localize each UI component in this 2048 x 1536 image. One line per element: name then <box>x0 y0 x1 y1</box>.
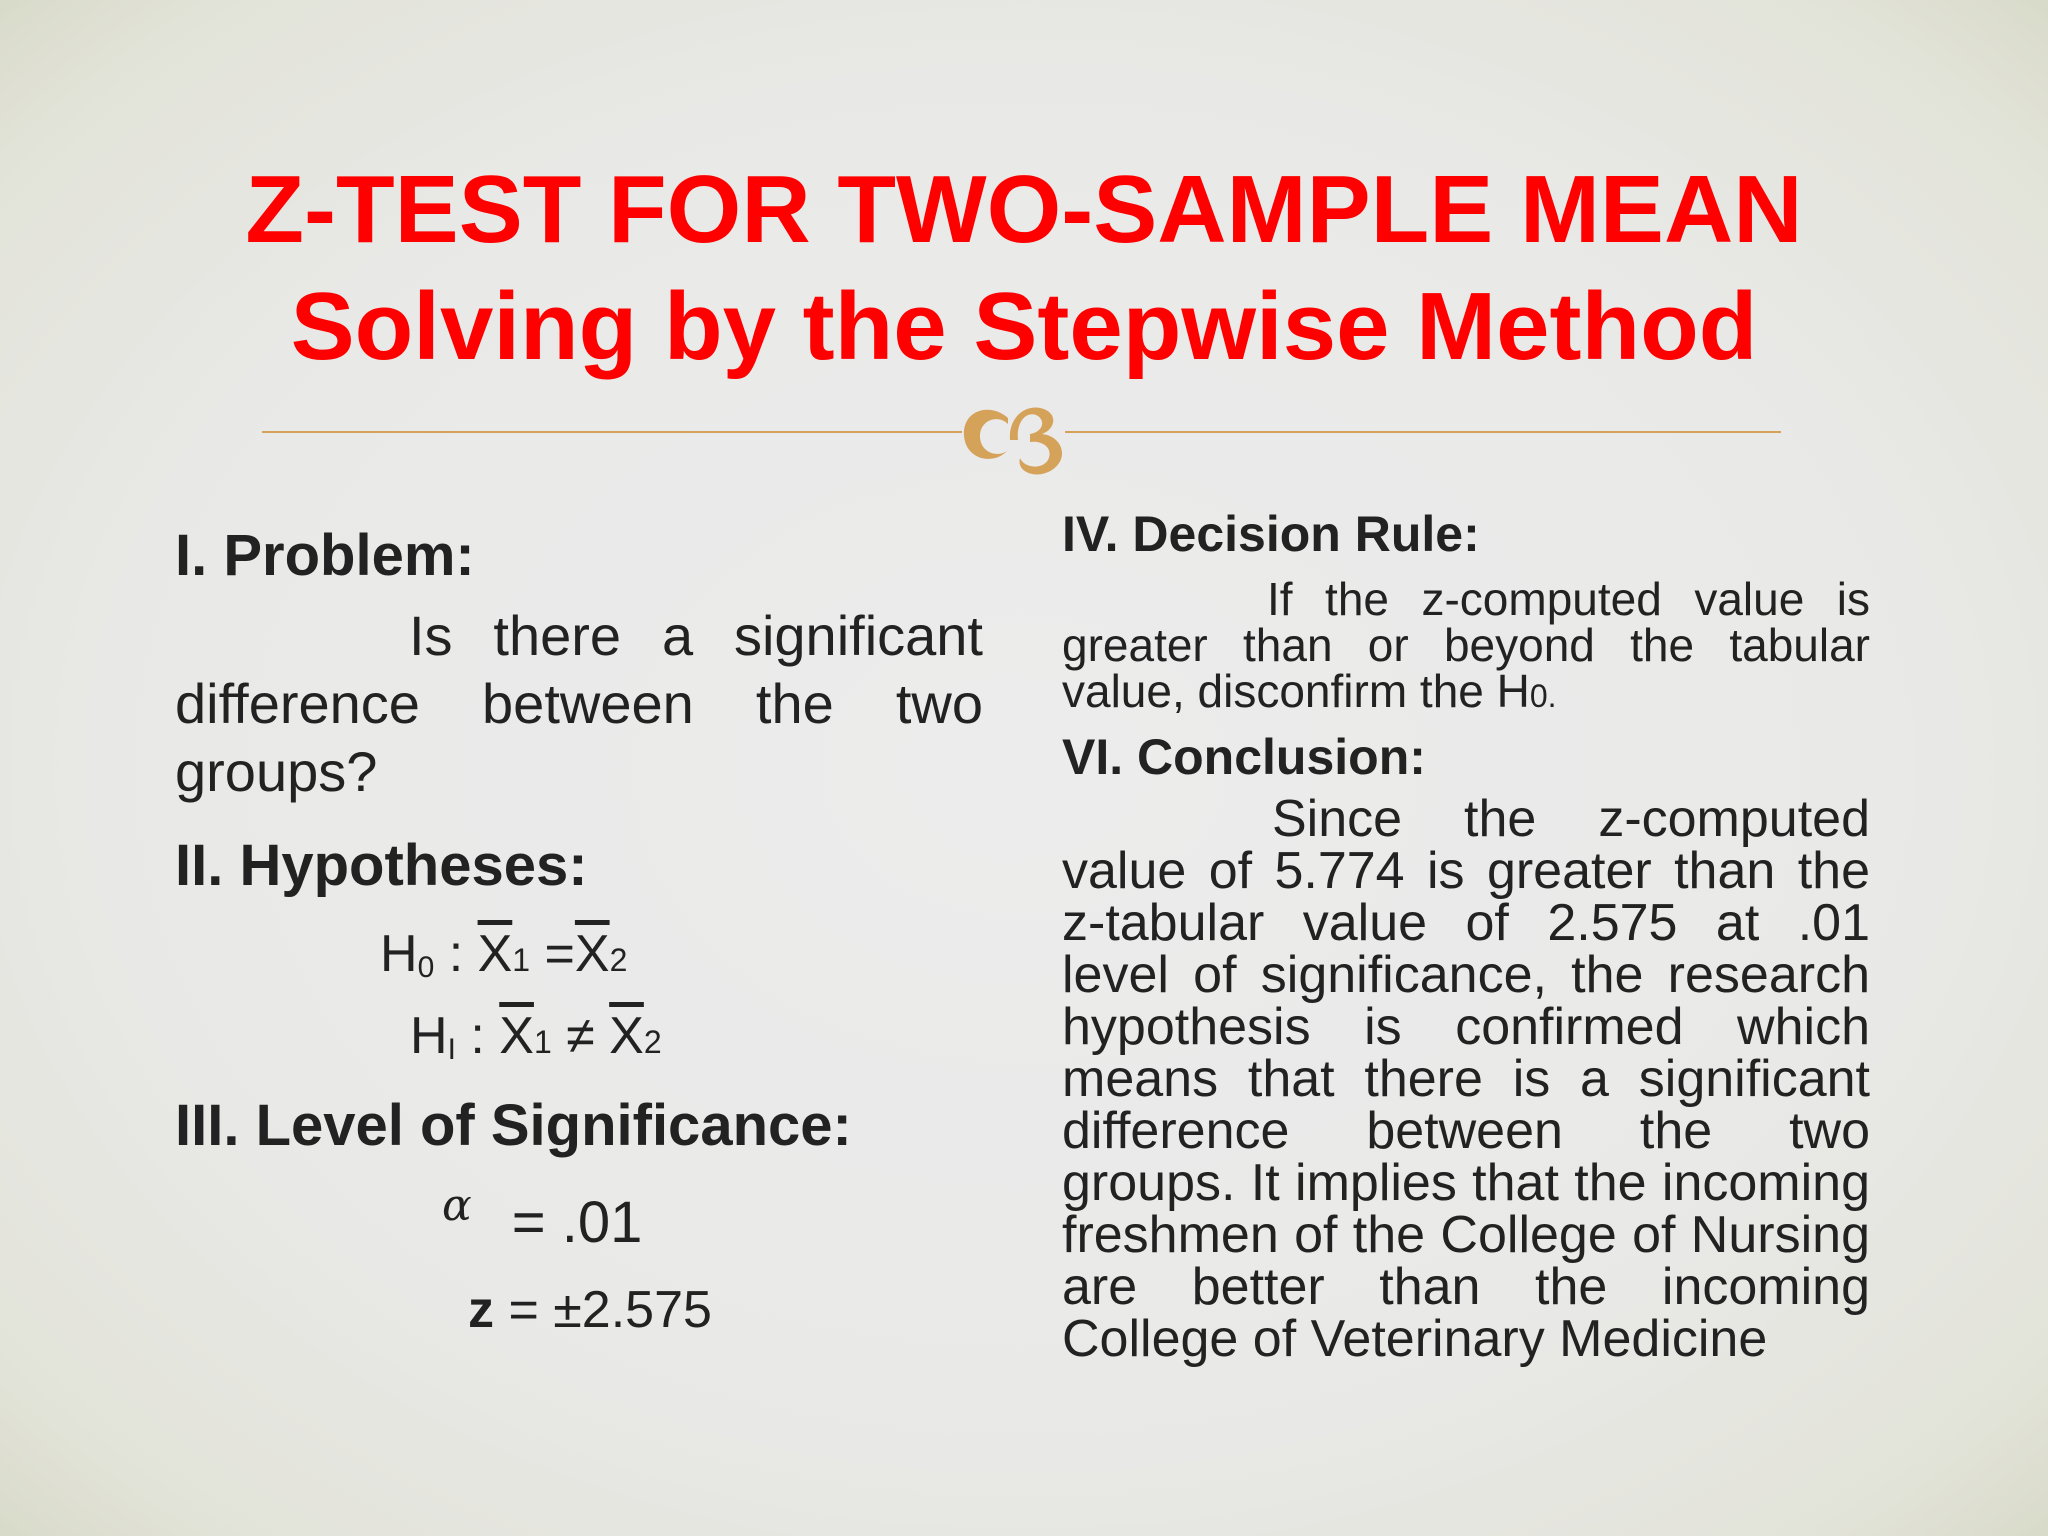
divider-left <box>262 431 962 433</box>
research-hypothesis-label: H <box>410 1007 448 1065</box>
z-symbol: z <box>468 1281 494 1339</box>
z-critical-line <box>468 1280 712 1340</box>
null-hypothesis <box>380 924 627 985</box>
null-hypothesis-label-sub: 0 <box>417 951 435 984</box>
divider-right <box>1065 431 1781 433</box>
mean-x1-sub: 1 <box>512 942 531 978</box>
mean-x2: $\overline{X}$ <box>574 925 610 983</box>
alpha-symbol: α <box>442 1180 472 1231</box>
mean-x1-sub: 1 <box>533 1024 552 1060</box>
research-hypothesis-label-sub: I <box>447 1033 456 1066</box>
research-hypothesis-colon: : <box>455 1007 500 1065</box>
mean-x1: $\overline{X}$ <box>499 1007 534 1065</box>
level-heading: III. Level of Significance: <box>175 1093 852 1158</box>
scroll-ornament-icon <box>950 380 1090 490</box>
decision-text <box>1062 573 1870 719</box>
conclusion-heading: VI. Conclusion: <box>1062 729 1426 785</box>
decision-text-body: If the z-computed value is greater than or beyond the tabular value, disconfirm the H <box>1062 573 1870 717</box>
null-hypothesis-label: H <box>380 925 418 983</box>
mean-x2-sub: 2 <box>643 1024 662 1060</box>
not-equal-operator: ≠ <box>551 1007 610 1065</box>
mean-x1: $\overline{X}$ <box>477 925 513 983</box>
problem-text: Is there a significant difference between the two groups? <box>175 604 983 803</box>
hypotheses-heading: II. Hypotheses: <box>175 833 588 898</box>
null-hypothesis-colon: : <box>434 925 478 983</box>
z-critical-value: = ±2.575 <box>494 1281 712 1339</box>
conclusion-text: Since the z-computed value of 5.774 is greater than the z-tabular value of 2.575 at .01 level of significance, the research hypothesis is confirmed which means that there is a significant difference between the two groups. It implies that the incoming freshmen of the College of Nursing are better than the incoming College of Veterinary Medicine <box>1062 790 1870 1368</box>
alpha-value: = .01 <box>511 1190 643 1255</box>
mean-x2-sub: 2 <box>609 942 628 978</box>
alpha-line <box>442 1180 642 1256</box>
problem-heading: I. Problem: <box>175 523 475 588</box>
decision-heading: IV. Decision Rule: <box>1062 506 1480 562</box>
slide-subtitle: Solving by the Stepwise Method <box>290 273 1758 380</box>
equals-operator: = <box>530 925 575 983</box>
research-hypothesis <box>410 1006 662 1067</box>
decision-text-sub: 0. <box>1529 678 1557 714</box>
mean-x2: $\overline{X}$ <box>609 1007 644 1065</box>
slide-title: Z-TEST FOR TWO-SAMPLE MEAN <box>245 156 1803 263</box>
